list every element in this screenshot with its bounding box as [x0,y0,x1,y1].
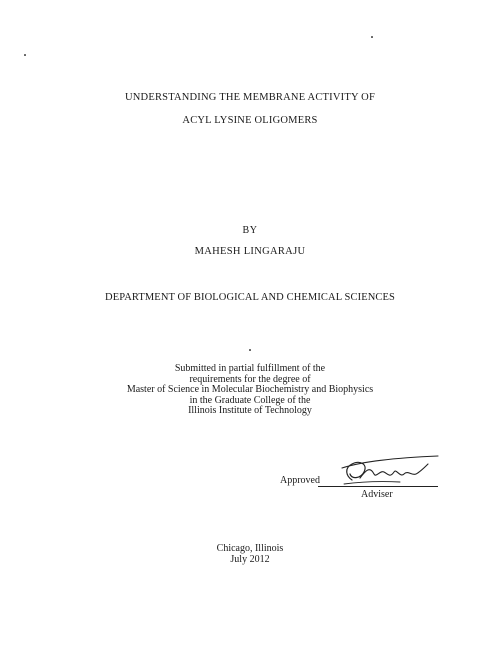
department-name: DEPARTMENT OF BIOLOGICAL AND CHEMICAL SCIENCES [105,292,395,303]
submission-line-4: in the Graduate College of the [189,394,311,406]
submission-line-3: Master of Science in Molecular Biochemistry and Biophysics [126,384,374,395]
submission-statement [0,364,500,417]
scan-speck [249,349,251,351]
location-block [0,543,500,565]
submission-line-5: Illinois Institute of Technology [188,405,312,416]
adviser-label: Adviser [361,489,393,500]
adviser-signature [330,452,442,492]
scan-speck [24,54,26,56]
city-state: Chicago, Illinois [216,543,284,554]
by-label: BY [242,225,258,236]
scan-speck [371,36,373,38]
submission-line-1: Submitted in partial fulfillment of the [174,363,326,374]
thesis-title-line-2: ACYL LYSINE OLIGOMERS [182,115,318,126]
author-name: MAHESH LINGARAJU [194,246,306,257]
submission-date: July 2012 [230,554,270,565]
approved-label: Approved [280,475,320,486]
submission-line-2: requirements for the degree of [189,373,311,385]
thesis-title-line-1: UNDERSTANDING THE MEMBRANE ACTIVITY OF [124,92,375,103]
